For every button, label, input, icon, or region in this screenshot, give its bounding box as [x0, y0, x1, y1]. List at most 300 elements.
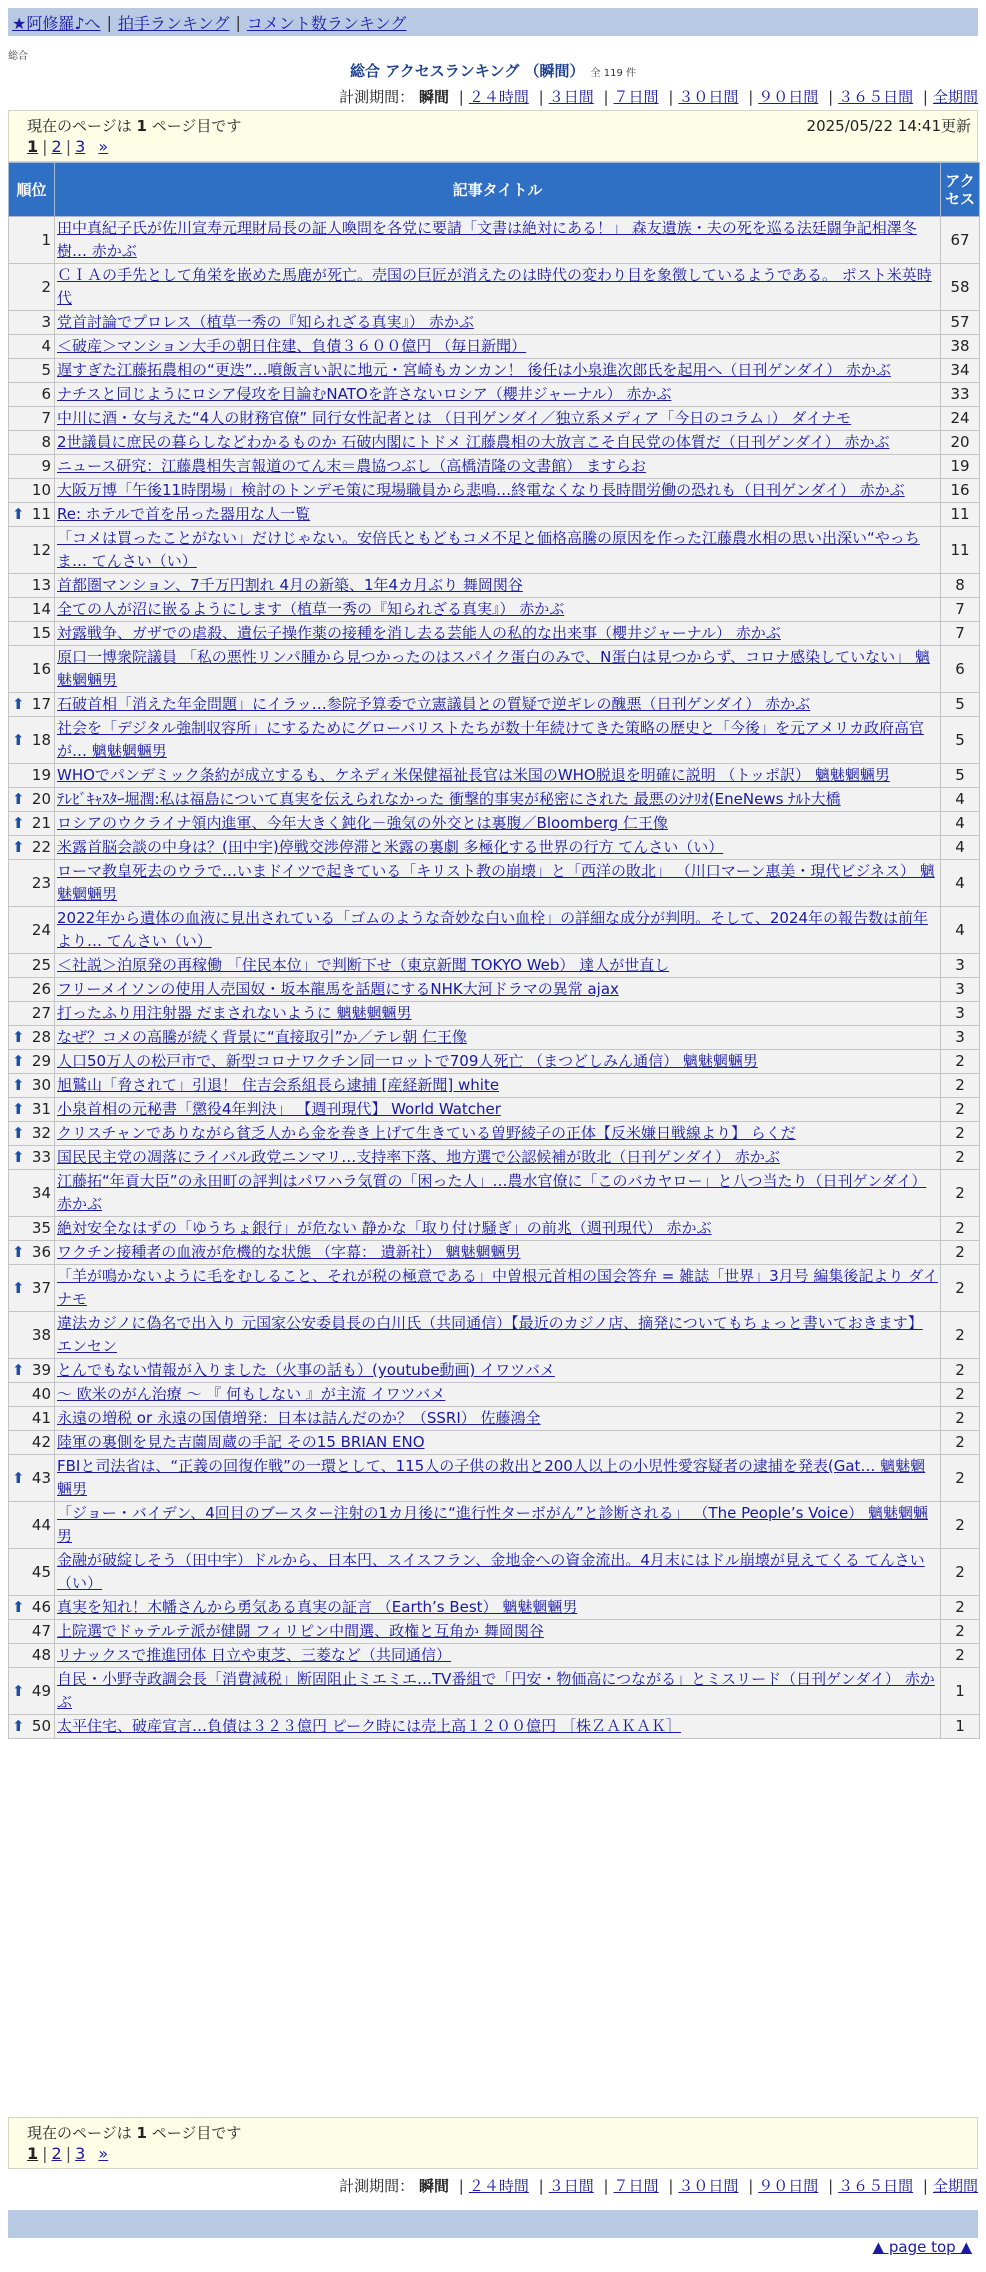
rank-number: 15	[31, 624, 51, 642]
title-cell	[55, 1668, 941, 1715]
access-count: 11	[941, 527, 980, 574]
rank-number: 45	[31, 1562, 51, 1581]
access-count: 4	[941, 907, 980, 954]
rank-cell	[9, 479, 55, 503]
rank-up-arrow-icon: ⬆	[12, 1076, 25, 1094]
rank-number: 17	[31, 695, 51, 713]
article-title-link[interactable]: ナチスと同じようにロシア侵攻を目論むNATOを許さないロシア（櫻井ジャーナル） 赤かぶ	[57, 385, 672, 403]
nav-separator: |	[235, 12, 241, 32]
rank-number: 32	[31, 1124, 51, 1142]
access-count: 2	[941, 1074, 980, 1098]
table-row	[9, 1715, 980, 1739]
title-cell	[55, 1026, 941, 1050]
article-title-link[interactable]: 金融が破綻しそう（田中宇）ドルから、日本円、スイスフラン、金地金への資金流出。4月末にはドル崩壊が見えてくる てんさい（い）	[57, 1551, 925, 1592]
article-title-link[interactable]: 中川に酒・女与えた“4人の財務官僚” 同行女性記者とは （日刊ゲンダイ／独立系メディア「今日のコラム」） ダイナモ	[57, 409, 852, 427]
rank-up-arrow-icon: ⬆	[12, 730, 25, 749]
access-count: 2	[941, 1098, 980, 1122]
rank-number: 24	[31, 920, 51, 939]
period-option-3d[interactable]: ３日間	[548, 88, 594, 106]
article-title-link[interactable]: 首都圏マンション、7千万円割れ 4月の新築、1年4カ月ぶり 舞岡関谷	[57, 576, 523, 594]
ranking-body	[9, 217, 980, 1739]
rank-cell	[9, 1359, 55, 1383]
rank-up-arrow-icon: ⬆	[12, 505, 25, 523]
article-title-link[interactable]: 大阪万博「午後11時閉場」検討のトンデモ策に現場職員から悲鳴…終電なくなり長時間労働の恐れも（日刊ゲンダイ） 赤かぶ	[57, 481, 905, 499]
pager-top: 1 | 2 | 3 »	[27, 137, 109, 156]
access-count: 33	[941, 383, 980, 407]
title-cell	[55, 1122, 941, 1146]
article-title-link[interactable]: ローマ教皇死去のウラで…いまドイツで起きている「キリスト教の崩壊」と「西洋の敗北」 （川口マーン惠美・現代ビジネス） 魑魅魍魎男	[57, 862, 935, 903]
table-row	[9, 1644, 980, 1668]
table-row	[9, 978, 980, 1002]
title-block	[0, 60, 986, 81]
table-row	[9, 1050, 980, 1074]
table-row	[9, 717, 980, 764]
title-cell	[55, 1241, 941, 1265]
access-count: 20	[941, 431, 980, 455]
title-cell	[55, 335, 941, 359]
table-row	[9, 264, 980, 311]
table-row	[9, 359, 980, 383]
rank-cell	[9, 383, 55, 407]
rank-number: 16	[31, 659, 51, 678]
article-title-link[interactable]: 全ての人が沼に嵌るようにします（植草一秀の『知られざる真実』） 赤かぶ	[57, 600, 565, 618]
title-cell	[55, 788, 941, 812]
rank-cell	[9, 978, 55, 1002]
title-cell	[55, 264, 941, 311]
access-count: 5	[941, 693, 980, 717]
rank-cell	[9, 527, 55, 574]
rank-cell	[9, 1549, 55, 1596]
article-title-link[interactable]: 党首討論でプロレス（植草一秀の『知られざる真実』） 赤かぶ	[57, 313, 474, 331]
current-page-text-bottom: 現在のページは 1 ページ目です	[27, 2124, 242, 2142]
period-option-all[interactable]: 全期間	[932, 88, 978, 106]
rank-cell	[9, 1217, 55, 1241]
table-row	[9, 1122, 980, 1146]
article-title-link[interactable]: 田中真紀子氏が佐川宣寿元理財局長の証人喚問を各党に要請「文書は絶対にある！」 森友遺族・夫の死を巡る法廷闘争記相澤冬樹… 赤かぶ	[57, 219, 917, 260]
home-link[interactable]: ★阿修羅♪へ	[12, 13, 101, 33]
article-title-link[interactable]: 石破首相「消えた年金問題」にイラッ…参院予算委で立憲議員との質疑で逆ギレの醜悪（日刊ゲンダイ） 赤かぶ	[57, 695, 811, 713]
rank-number: 34	[31, 1183, 51, 1202]
rank-cell	[9, 1074, 55, 1098]
rank-number: 44	[31, 1515, 51, 1534]
title-cell	[55, 1431, 941, 1455]
header-access: アクセス	[941, 163, 980, 217]
article-title-link[interactable]: 「ジョー・バイデン、4回目のブースター注射の1カ月後に“進行性ターボがん”と診断される」 （The People’s Voice） 魑魅魍魎男	[57, 1504, 928, 1545]
table-row	[9, 1359, 980, 1383]
rank-cell	[9, 836, 55, 860]
period-option-365d[interactable]: ３６５日間	[838, 88, 914, 106]
article-title-link[interactable]: ワクチン接種者の血液が危機的な状態 （字幕： 遺新社） 魑魅魍魎男	[57, 1243, 521, 1261]
access-count: 2	[941, 1217, 980, 1241]
rank-number: 1	[41, 230, 51, 249]
rank-number: 37	[31, 1278, 51, 1297]
table-row	[9, 217, 980, 264]
rank-cell	[9, 431, 55, 455]
article-title-link[interactable]: ﾃﾚﾋﾞｷｬｽﾀｰ堀潤:私は福島について真実を伝えられなかった 衝撃的事実が秘密にされた 最悪のｼﾅﾘｵ(EneNews ﾅﾙﾄ大橋	[57, 790, 841, 808]
table-row	[9, 1170, 980, 1217]
title-cell	[55, 978, 941, 1002]
period-option-30d[interactable]: ３０日間	[678, 88, 739, 106]
updated-time: 2025/05/22 14:41更新	[806, 117, 971, 135]
rank-up-arrow-icon: ⬆	[12, 1468, 25, 1487]
comment-ranking-link[interactable]: コメント数ランキング	[246, 13, 407, 33]
title-cell	[55, 764, 941, 788]
access-count: 58	[941, 264, 980, 311]
pager-page-3[interactable]: 3	[75, 137, 86, 156]
article-title-link[interactable]: ＜社説＞泊原発の再稼働 「住民本位」で判断下せ（東京新聞 TOKYO Web） 達人が世直し	[57, 956, 670, 974]
rank-cell	[9, 1241, 55, 1265]
rank-cell	[9, 1170, 55, 1217]
period-option-365d[interactable]: ３６５日間	[838, 2177, 914, 2195]
rank-number: 35	[31, 1219, 51, 1237]
table-row	[9, 860, 980, 907]
article-title-link[interactable]: 「羊が鳴かないように毛をむしること、それが税の極意である」中曽根元首相の国会答弁 = 雑誌「世界」3月号 編集後記より ダイナモ	[57, 1267, 938, 1308]
title-cell	[55, 622, 941, 646]
table-row	[9, 1146, 980, 1170]
title-cell	[55, 1170, 941, 1217]
rank-cell	[9, 311, 55, 335]
pager-bottom: 1 | 2 | 3 »	[27, 2144, 109, 2163]
pager-current: 1	[27, 2144, 39, 2163]
rank-up-arrow-icon: ⬆	[12, 1598, 25, 1616]
article-title-link[interactable]: 対露戦争、ガザでの虐殺、遺伝子操作薬の接種を消し去る芸能人の私的な出来事（櫻井ジャーナル） 赤かぶ	[57, 624, 781, 642]
period-current: 瞬間	[418, 88, 449, 106]
table-row	[9, 1668, 980, 1715]
article-title-link[interactable]: 小泉首相の元秘書「懲役4年判決」 【週刊現代】 World Watcher	[57, 1100, 501, 1118]
article-title-link[interactable]: WHOでパンデミック条約が成立するも、ケネディ米保健福祉長官は米国のWHO脱退を明確に説明 （トッポ訳） 魑魅魍魎男	[57, 766, 890, 784]
header-title: 記事タイトル	[55, 163, 941, 217]
period-option-7d[interactable]: ７日間	[613, 2177, 659, 2195]
rank-number: 11	[31, 505, 51, 523]
period-option-90d[interactable]: ９０日間	[758, 88, 819, 106]
title-cell	[55, 1002, 941, 1026]
rank-cell	[9, 764, 55, 788]
rank-cell	[9, 1098, 55, 1122]
rank-up-arrow-icon: ⬆	[12, 790, 25, 808]
access-count: 2	[941, 1241, 980, 1265]
rank-cell	[9, 1596, 55, 1620]
rank-cell	[9, 1146, 55, 1170]
title-cell	[55, 527, 941, 574]
rank-up-arrow-icon: ⬆	[12, 814, 25, 832]
table-row	[9, 1074, 980, 1098]
article-title-link[interactable]: 違法カジノに偽名で出入り 元国家公安委員長の白川氏（共同通信）【最近のカジノ店、摘発についてもちょっと書いておきます】 エンセン	[57, 1314, 923, 1355]
rank-number: 14	[31, 600, 51, 618]
access-count: 57	[941, 311, 980, 335]
table-row	[9, 622, 980, 646]
current-page-text: 現在のページは 1 ページ目です	[27, 117, 242, 135]
article-title-link[interactable]: ＣＩＡの手先として角栄を嵌めた馬鹿が死亡。売国の巨匠が消えたのは時代の変わり目を象徴しているようである。 ポスト米英時代	[57, 266, 932, 307]
period-label: 計測期間：	[339, 2177, 415, 2195]
rank-number: 20	[31, 790, 51, 808]
table-row	[9, 693, 980, 717]
article-title-link[interactable]: ＜破産＞マンション大手の朝日住建、負債３６００億円 （毎日新聞）	[57, 337, 527, 355]
article-title-link[interactable]: 旭鷲山「脅されて」引退！ 住吉会系組長ら逮捕 [産経新聞] white	[57, 1076, 500, 1094]
rank-number: 6	[41, 385, 51, 403]
table-row	[9, 383, 980, 407]
title-cell	[55, 1312, 941, 1359]
table-row	[9, 1502, 980, 1549]
table-row	[9, 646, 980, 693]
period-option-3d[interactable]: ３日間	[548, 2177, 594, 2195]
table-row	[9, 1620, 980, 1644]
rank-cell	[9, 693, 55, 717]
title-cell	[55, 431, 941, 455]
rank-cell	[9, 907, 55, 954]
title-cell	[55, 1217, 941, 1241]
access-count: 2	[941, 1383, 980, 1407]
rank-number: 22	[31, 838, 51, 856]
rank-number: 3	[41, 313, 51, 331]
rank-up-arrow-icon: ⬆	[12, 838, 25, 856]
article-title-link[interactable]: 人口50万人の松戸市で、新型コロナワクチン同一ロットで709人死亡 （まつどしみん通信） 魑魅魍魎男	[57, 1052, 758, 1070]
article-title-link[interactable]: 江藤拓“年貢大臣”の永田町の評判はパワハラ気質の「困った人」…農水官僚に「このバカヤロー」と八つ当たり（日刊ゲンダイ） 赤かぶ	[57, 1172, 927, 1213]
table-row	[9, 1549, 980, 1596]
access-count: 1	[941, 1668, 980, 1715]
bottom-bar	[8, 2210, 978, 2238]
rank-up-arrow-icon: ⬆	[12, 1100, 25, 1118]
access-count: 2	[941, 1455, 980, 1502]
table-row	[9, 788, 980, 812]
rank-up-arrow-icon: ⬆	[12, 1124, 25, 1142]
table-row	[9, 1455, 980, 1502]
rank-up-arrow-icon: ⬆	[12, 1717, 25, 1735]
access-count: 2	[941, 1359, 980, 1383]
title-cell	[55, 693, 941, 717]
table-row	[9, 954, 980, 978]
rank-number: 19	[31, 766, 51, 784]
article-title-link[interactable]: ～ 欧米のがん治療 ～ 『 何もしない 』が主流 イワツバメ	[57, 1385, 446, 1403]
article-title-link[interactable]: Re: ホテルで首を吊った器用な人一覧	[57, 505, 311, 523]
rank-cell	[9, 622, 55, 646]
title-cell	[55, 217, 941, 264]
rank-cell	[9, 1620, 55, 1644]
access-count: 2	[941, 1170, 980, 1217]
title-cell	[55, 503, 941, 527]
title-cell	[55, 1502, 941, 1549]
table-row	[9, 1098, 980, 1122]
rank-cell	[9, 1122, 55, 1146]
rank-cell	[9, 954, 55, 978]
access-count: 2	[941, 1407, 980, 1431]
rank-number: 30	[31, 1076, 51, 1094]
rank-cell	[9, 1002, 55, 1026]
period-selector-top: 計測期間： 瞬間 | ２４時間 | ３日間 | ７日間 | ３０日間 | ９０日間 | ３６５日間 | 全期間	[339, 88, 978, 106]
article-title-link[interactable]: 2022年から遺体の血液に見出されている「ゴムのような奇妙な白い血栓」の詳細な成分が判明。そして、2024年の報告数は前年より… てんさい（い）	[57, 909, 929, 950]
rank-cell	[9, 264, 55, 311]
access-count: 2	[941, 1050, 980, 1074]
article-title-link[interactable]: 上院選でドゥテルテ派が健闘 フィリピン中間選、政権と互角か 舞岡関谷	[57, 1622, 544, 1640]
rank-number: 29	[31, 1052, 51, 1070]
title-cell	[55, 812, 941, 836]
page-title: 総合 アクセスランキング （瞬間）	[350, 62, 585, 80]
access-count: 7	[941, 598, 980, 622]
article-title-link[interactable]: ロシアのウクライナ領内進軍、今年大きく鈍化－強気の外交とは裏腹／Bloomberg 仁王像	[57, 814, 668, 832]
rank-number: 23	[31, 873, 51, 892]
rank-up-arrow-icon: ⬆	[12, 695, 25, 713]
title-cell	[55, 455, 941, 479]
table-row	[9, 1217, 980, 1241]
pager-next[interactable]: »	[98, 137, 109, 156]
pager-current: 1	[27, 137, 39, 156]
rank-number: 40	[31, 1385, 51, 1403]
rank-up-arrow-icon: ⬆	[12, 1052, 25, 1070]
title-cell	[55, 1074, 941, 1098]
title-cell	[55, 1549, 941, 1596]
overall-label: 総合	[8, 51, 28, 62]
access-count: 2	[941, 1549, 980, 1596]
title-cell	[55, 574, 941, 598]
title-cell	[55, 907, 941, 954]
table-row	[9, 907, 980, 954]
article-title-link[interactable]: ニュース研究：江藤農相失言報道のてん末＝農協つぶし（高橋清隆の文書館） ますらお	[57, 457, 647, 475]
table-row	[9, 479, 980, 503]
rank-cell	[9, 1407, 55, 1431]
access-count: 24	[941, 407, 980, 431]
applause-ranking-link[interactable]: 拍手ランキング	[117, 13, 230, 33]
rank-up-arrow-icon: ⬆	[12, 1278, 25, 1297]
pager-page-2[interactable]: 2	[51, 2144, 62, 2163]
rank-number: 8	[41, 433, 51, 451]
rank-cell	[9, 1383, 55, 1407]
article-title-link[interactable]: 遅すぎた江藤拓農相の“更迭”…噴飯言い訳に地元・宮崎もカンカン！ 後任は小泉進次郎氏を起用へ（日刊ゲンダイ） 赤かぶ	[57, 361, 891, 379]
rank-number: 5	[41, 361, 51, 379]
rank-cell	[9, 788, 55, 812]
article-title-link[interactable]: FBIと司法省は、“正義の回復作戦”の一環として、115人の子供の救出と200人以上の小児性愛容疑者の逮捕を発表(Gat… 魑魅魍魎男	[57, 1457, 926, 1498]
table-row	[9, 1265, 980, 1312]
access-count: 2	[941, 1265, 980, 1312]
access-count: 2	[941, 1431, 980, 1455]
rank-cell	[9, 1431, 55, 1455]
table-row	[9, 335, 980, 359]
rank-number: 18	[31, 730, 51, 749]
article-title-link[interactable]: リナックスで推進団体 日立や東芝、三菱など（共同通信）	[57, 1646, 452, 1664]
article-title-link[interactable]: 原口一博衆院議員 「私の悪性リンパ腫から見つかったのはスパイク蛋白のみで、N蛋白は見つからず、コロナ感染していない」 魑魅魍魎男	[57, 648, 930, 689]
title-cell	[55, 1098, 941, 1122]
title-cell	[55, 383, 941, 407]
access-count: 3	[941, 1026, 980, 1050]
article-title-link[interactable]: 太平住宅、破産宣言…負債は３２３億円 ピーク時には売上高１２００億円 ［株ＺＡＫＡＫ］	[57, 1717, 681, 1735]
rank-number: 28	[31, 1028, 51, 1046]
rank-up-arrow-icon: ⬆	[12, 1681, 25, 1700]
rank-number: 33	[31, 1148, 51, 1166]
article-title-link[interactable]: 米露首脳会談の中身は？(田中宇)停戦交渉停滞と米露の裏劇 多極化する世界の行方 てんさい（い）	[57, 838, 724, 856]
access-count: 2	[941, 1502, 980, 1549]
article-title-link[interactable]: 2世議員に庶民の暮らしなどわかるものか 石破内閣にトドメ 江藤農相の大放言こそ自民党の体質だ（日刊ゲンダイ） 赤かぶ	[57, 433, 890, 451]
article-title-link[interactable]: クリスチャンでありながら貧乏人から金を巻き上げて生きている曽野綾子の正体【反米嫌日戦線より】 らくだ	[57, 1124, 796, 1142]
table-row	[9, 1596, 980, 1620]
access-count: 3	[941, 1002, 980, 1026]
rank-up-arrow-icon: ⬆	[12, 1243, 25, 1261]
header-rank: 順位	[9, 163, 55, 217]
total-count: 全 119 件	[590, 68, 636, 79]
rank-up-arrow-icon: ⬆	[12, 1028, 25, 1046]
rank-number: 4	[41, 337, 51, 355]
article-title-link[interactable]: フリーメイソンの使用人売国奴・坂本龍馬を話題にするNHK大河ドラマの異常 ajax	[57, 980, 619, 998]
access-count: 5	[941, 717, 980, 764]
table-row	[9, 431, 980, 455]
rank-number: 42	[31, 1433, 51, 1451]
article-title-link[interactable]: 社会を「デジタル強制収容所」にするためにグローバリストたちが数十年続けてきた策略の歴史と「今後」を元アメリカ政府高官が… 魑魅魍魎男	[57, 719, 925, 760]
rank-number: 9	[41, 457, 51, 475]
rank-number: 43	[31, 1468, 51, 1487]
access-count: 67	[941, 217, 980, 264]
period-option-24h[interactable]: ２４時間	[468, 2177, 529, 2195]
table-row	[9, 455, 980, 479]
table-row	[9, 1002, 980, 1026]
period-option-90d[interactable]: ９０日間	[758, 2177, 819, 2195]
table-row	[9, 407, 980, 431]
rank-cell	[9, 335, 55, 359]
title-cell	[55, 646, 941, 693]
access-count: 6	[941, 646, 980, 693]
rank-number: 49	[31, 1681, 51, 1700]
rank-cell	[9, 646, 55, 693]
rank-up-arrow-icon: ⬆	[12, 1361, 25, 1379]
period-option-30d[interactable]: ３０日間	[678, 2177, 739, 2195]
rank-number: 2	[41, 277, 51, 296]
pager-page-2[interactable]: 2	[51, 137, 62, 156]
article-title-link[interactable]: とんでもない情報が入りました（火事の話も）(youtube動画) イワツバメ	[57, 1361, 555, 1379]
table-row	[9, 574, 980, 598]
article-title-link[interactable]: 打ったふり用注射器 だまされないように 魑魅魍魎男	[57, 1004, 412, 1022]
rank-cell	[9, 1644, 55, 1668]
rank-cell	[9, 217, 55, 264]
article-title-link[interactable]: 国民民主党の凋落にライバル政党ニンマリ…支持率下落、地方選で公認候補が敗北（日刊ゲンダイ） 赤かぶ	[57, 1148, 780, 1166]
access-count: 5	[941, 764, 980, 788]
access-count: 2	[941, 1146, 980, 1170]
title-cell	[55, 311, 941, 335]
title-cell	[55, 1407, 941, 1431]
access-count: 3	[941, 954, 980, 978]
rank-number: 47	[31, 1622, 51, 1640]
title-cell	[55, 1455, 941, 1502]
rank-number: 7	[41, 409, 51, 427]
article-title-link[interactable]: 真実を知れ！木幡さんから勇気ある真実の証言 （Earth’s Best） 魑魅魍魎男	[57, 1598, 578, 1616]
pager-next[interactable]: »	[98, 2144, 109, 2163]
rank-cell	[9, 1026, 55, 1050]
table-row	[9, 1431, 980, 1455]
article-title-link[interactable]: 永遠の増税 or 永遠の国債増発：日本は詰んだのか？（SSRI） 佐藤鴻全	[57, 1409, 541, 1427]
pager-page-3[interactable]: 3	[75, 2144, 86, 2163]
period-option-24h[interactable]: ２４時間	[468, 88, 529, 106]
period-option-7d[interactable]: ７日間	[613, 88, 659, 106]
period-option-all[interactable]: 全期間	[932, 2177, 978, 2195]
article-title-link[interactable]: 絶対安全なはずの「ゆうちょ銀行」が危ない 静かな「取り付け騒ぎ」の前兆（週刊現代） 赤かぶ	[57, 1219, 712, 1237]
article-title-link[interactable]: 自民・小野寺政調会長「消費減税」断固阻止ミエミエ…TV番組で「円安・物価高につながる」とミスリード（日刊ゲンダイ） 赤かぶ	[57, 1670, 935, 1711]
period-label: 計測期間：	[339, 88, 415, 106]
rank-number: 50	[31, 1717, 51, 1735]
rank-number: 46	[31, 1598, 51, 1616]
table-row	[9, 1407, 980, 1431]
table-row	[9, 503, 980, 527]
rank-cell	[9, 1668, 55, 1715]
page-top-link[interactable]: ▲ page top ▲	[872, 2238, 972, 2256]
rank-cell	[9, 860, 55, 907]
rank-number: 48	[31, 1646, 51, 1664]
table-row	[9, 1026, 980, 1050]
article-title-link[interactable]: 「コメは買ったことがない」だけじゃない。安倍氏ともどもコメ不足と価格高騰の原因を作った江藤農水相の思い出深い“やっちま… てんさい（い）	[57, 529, 920, 570]
article-title-link[interactable]: 陸軍の裏側を見た吉薗周蔵の手記 その15 BRIAN ENO	[57, 1433, 425, 1451]
rank-number: 25	[31, 956, 51, 974]
access-count: 19	[941, 455, 980, 479]
article-title-link[interactable]: なぜ？コメの高騰が続く背景に“直接取引”か／テレ朝 仁王像	[57, 1028, 468, 1046]
title-cell	[55, 860, 941, 907]
rank-cell	[9, 574, 55, 598]
title-cell	[55, 598, 941, 622]
access-count: 2	[941, 1596, 980, 1620]
table-row	[9, 836, 980, 860]
